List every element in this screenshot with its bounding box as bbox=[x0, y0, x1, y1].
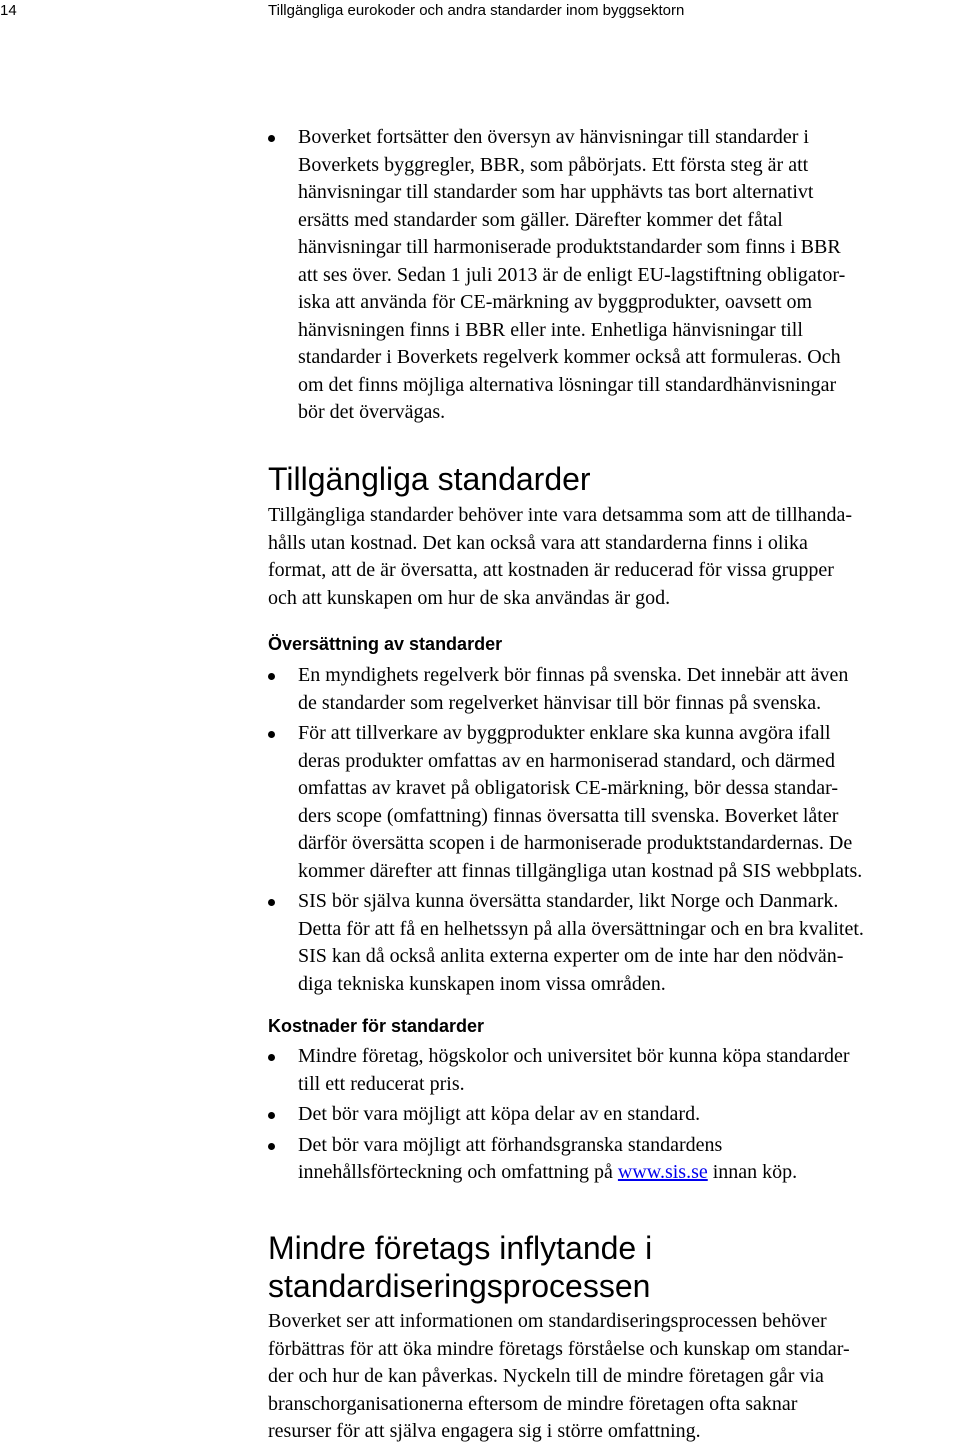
text-line: SIS bör själva kunna översätta standarder, likt Norge och Danmark. bbox=[298, 890, 839, 912]
text-line: och att kunskapen om hur de ska användas är god. bbox=[268, 586, 671, 609]
text-line: kommer därefter att finnas tillgängliga utan kostnad på SIS webbplats. bbox=[298, 859, 863, 882]
text-line: Boverket fortsätter den översyn av hänvisningar till standarder i bbox=[298, 126, 809, 148]
bullet-icon bbox=[268, 731, 275, 738]
text-line: För att tillverkare av byggprodukter enklare ska kunna avgöra ifall bbox=[298, 722, 831, 744]
sis-website-link[interactable]: www.sis.se bbox=[617, 1161, 708, 1183]
costs-bullet-list bbox=[268, 1043, 958, 1187]
text-line: Detta för att få en helhetssyn på alla översättningar och en bra kvalitet. bbox=[298, 917, 864, 940]
text-line: hänvisningar till harmoniserade produktstandarder som finns i BBR bbox=[298, 236, 841, 258]
text-line: Det bör vara möjligt att köpa delar av en standard. bbox=[298, 1103, 701, 1125]
text-line: till ett reducerat pris. bbox=[298, 1072, 465, 1095]
bullet-icon bbox=[268, 1054, 275, 1061]
text-line: resurser för att själva engagera sig i större omfattning. bbox=[268, 1420, 701, 1442]
section-heading-available-standards: Tillgängliga standarder bbox=[268, 461, 591, 497]
list-item-text bbox=[298, 720, 958, 885]
text-line: standarder i Boverkets regelverk kommer också att formuleras. Och bbox=[298, 346, 841, 368]
list-item bbox=[268, 888, 958, 998]
section-heading-small-companies bbox=[268, 1229, 652, 1305]
subheading-translation: Översättning av standarder bbox=[268, 634, 503, 654]
list-item-text bbox=[298, 1043, 958, 1098]
paragraph-small-companies bbox=[268, 1308, 958, 1446]
page-number: 14 bbox=[0, 2, 17, 19]
text-line: de standarder som regelverket hänvisar till bör finnas på svenska. bbox=[298, 691, 822, 714]
heading-line: Mindre företags inflytande i bbox=[268, 1230, 653, 1266]
text-line: bör det övervägas. bbox=[298, 401, 446, 423]
text-line: förbättras för att öka mindre företags förståelse och kunskap om standar- bbox=[268, 1337, 850, 1360]
text-line: Det bör vara möjligt att förhandsgranska standardens bbox=[298, 1133, 723, 1156]
list-item bbox=[268, 124, 958, 427]
bullet-icon bbox=[268, 135, 275, 142]
translation-bullet-list bbox=[268, 662, 958, 998]
text-line: hänvisningen finns i BBR eller inte. Enhetliga hänvisningar till bbox=[298, 318, 803, 341]
list-item-text bbox=[298, 888, 958, 998]
text-line: branschorganisationerna eftersom de mindre företagen ofta saknar bbox=[268, 1392, 798, 1415]
bullet-icon bbox=[268, 899, 275, 906]
text-line: ders scope (omfattning) finnas översatta till svenska. Boverket låter bbox=[298, 804, 839, 827]
bullet-icon bbox=[268, 673, 275, 680]
running-title: Tillgängliga eurokoder och andra standarder inom byggsektorn bbox=[268, 2, 685, 19]
text-line: att ses över. Sedan 1 juli 2013 är de enligt EU-lagstiftning obligator- bbox=[298, 263, 846, 286]
list-item-text bbox=[298, 662, 958, 717]
page-header bbox=[0, 0, 960, 26]
text-line: hänvisningar till standarder som har upphävts tas bort alternativt bbox=[298, 181, 814, 203]
text-line: om det finns möjliga alternativa lösningar till standardhänvisningar bbox=[298, 373, 837, 396]
text-line: omfattas av kravet på obligatorisk CE-märkning, bör dessa standar- bbox=[298, 777, 838, 799]
text-line: SIS kan då också anlita externa experter om de inte har den nödvän- bbox=[298, 945, 844, 967]
text-line: der och hur de kan påverkas. Nyckeln till de mindre företagen går via bbox=[268, 1365, 824, 1387]
text-line: därför översätta scopen i de harmoniserade produktstandardernas. De bbox=[298, 832, 853, 854]
list-item bbox=[268, 662, 958, 717]
list-item bbox=[268, 1101, 958, 1129]
list-item bbox=[268, 720, 958, 885]
text-line: hålls utan kostnad. Det kan också vara att standarderna finns i olika bbox=[268, 531, 808, 554]
text-line: format, att de är översatta, att kostnaden är reducerad för vissa grupper bbox=[268, 559, 834, 581]
bullet-icon bbox=[268, 1143, 275, 1150]
text-line: Mindre företag, högskolor och universitet bör kunna köpa standarder bbox=[298, 1045, 850, 1067]
text-line: iska att använda för CE-märkning av byggprodukter, oavsett om bbox=[298, 291, 813, 313]
list-item-text bbox=[298, 1101, 958, 1129]
text-line: Tillgängliga standarder behöver inte vara detsamma som att de tillhanda- bbox=[268, 504, 853, 526]
text-segment: innan köp. bbox=[707, 1161, 798, 1183]
text-line: Boverket ser att informationen om standardiseringsprocessen behöver bbox=[268, 1310, 827, 1332]
text-line bbox=[298, 1159, 958, 1187]
list-item-text bbox=[298, 1132, 958, 1187]
list-item-text bbox=[298, 124, 958, 427]
paragraph-available-standards bbox=[268, 502, 958, 612]
list-item bbox=[268, 1043, 958, 1098]
list-item bbox=[268, 1132, 958, 1187]
text-line: deras produkter omfattas av en harmoniserad standard, och därmed bbox=[298, 749, 836, 772]
text-line: Boverkets byggregler, BBR, som påbörjats. Ett första steg är att bbox=[298, 153, 809, 176]
bullet-icon bbox=[268, 1112, 275, 1119]
intro-bullet-list bbox=[268, 124, 958, 427]
text-line: diga tekniska kunskapen inom vissa områden. bbox=[298, 972, 666, 995]
text-line: ersätts med standarder som gäller. Därefter kommer det fåtal bbox=[298, 208, 783, 231]
subheading-costs: Kostnader för standarder bbox=[268, 1016, 485, 1036]
text-segment: innehållsförteckning och omfattning på bbox=[298, 1161, 618, 1183]
heading-line: standardiseringsprocessen bbox=[268, 1268, 651, 1304]
text-line: En myndighets regelverk bör finnas på svenska. Det innebär att även bbox=[298, 664, 849, 686]
